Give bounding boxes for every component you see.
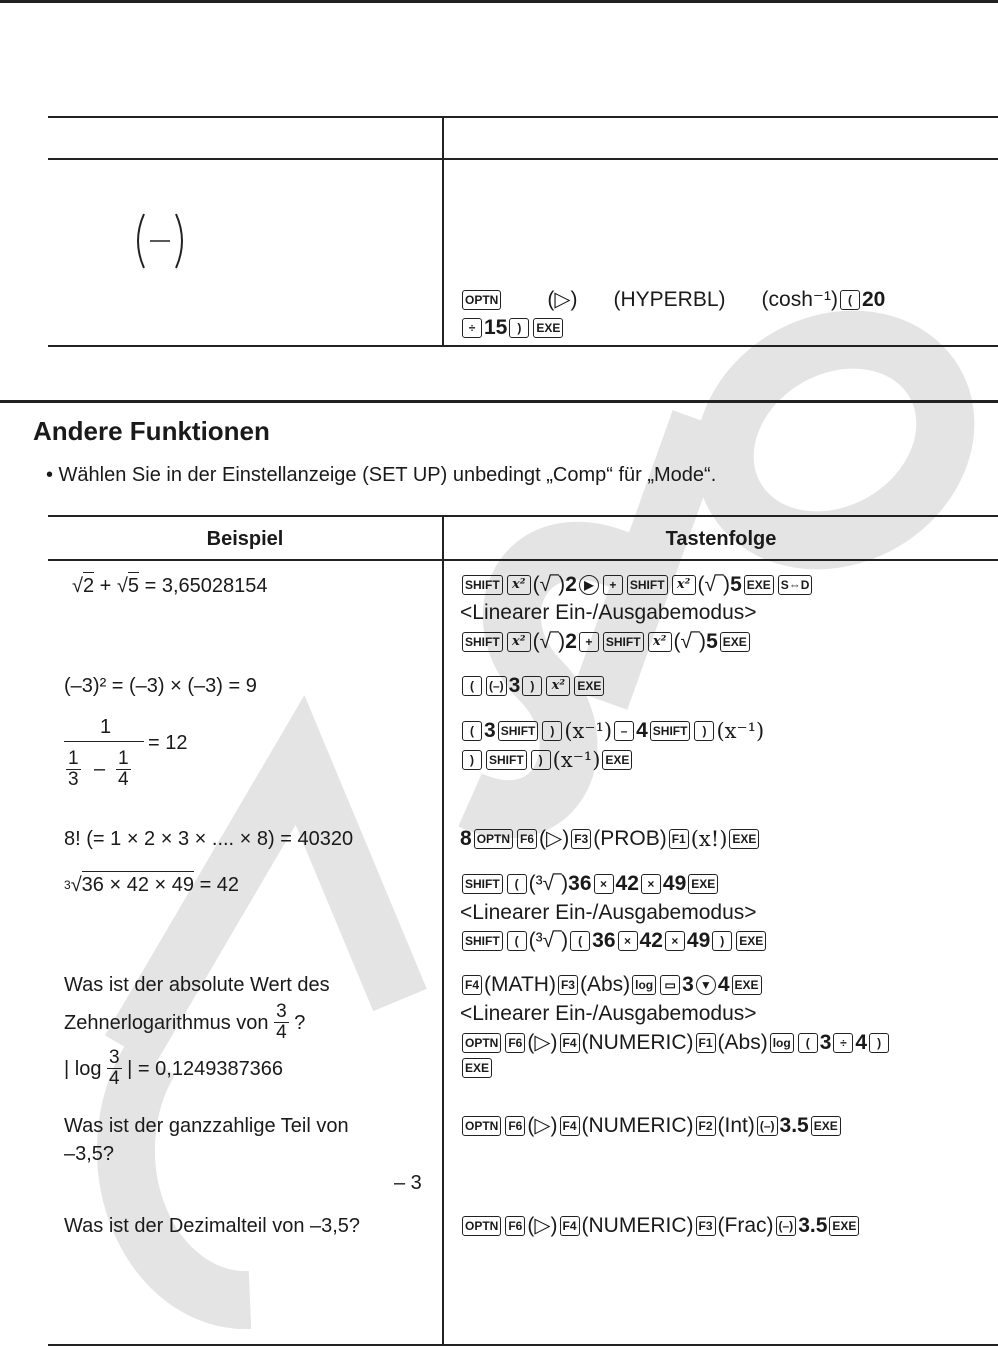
close-paren-key[interactable]: ): [522, 676, 542, 696]
keys-row3-line2: ) SHIFT ) (x⁻¹) EXE: [460, 747, 634, 773]
open-paren-key[interactable]: (: [507, 874, 527, 894]
section-title: Andere Funktionen: [33, 416, 270, 446]
close-paren-key[interactable]: ): [462, 750, 482, 770]
exe-key[interactable]: EXE: [732, 975, 762, 995]
close-paren-key[interactable]: ): [694, 721, 714, 741]
s-d-key[interactable]: S⇔D: [778, 575, 813, 595]
x-squared-key[interactable]: x²: [507, 632, 531, 652]
negative-key[interactable]: (–): [776, 1216, 797, 1236]
negative-key[interactable]: (–): [757, 1116, 778, 1136]
table-top-rule: [48, 515, 998, 517]
plus-key[interactable]: +: [579, 632, 599, 652]
f3-key[interactable]: F3: [571, 829, 591, 849]
question-int-1: Was ist der ganzzahlige Teil von: [64, 1115, 349, 1137]
keys-row1-line3: SHIFT x² (√‾) 2 + SHIFT x² (√‾) 5 EXE: [460, 629, 752, 655]
question-abs-2: Zehnerlogarithmus von $\frac{3}{4}$ ?: [64, 1001, 306, 1043]
right-arrow-key[interactable]: ▶: [579, 575, 599, 595]
top-table-rule-2: [48, 158, 998, 160]
cosh-inv-label: (cosh⁻¹): [761, 288, 838, 311]
top-table-rule-3: [48, 345, 998, 347]
f4-key[interactable]: F4: [560, 1033, 580, 1053]
answer-abs: | log $\frac{3}{4}$ | = 0,1249387366: [64, 1047, 284, 1089]
exe-key[interactable]: EXE: [736, 931, 766, 951]
table-header-rule: [48, 559, 998, 561]
example-neg-square: (–3)² = (–3) × (–3) = 9: [64, 675, 257, 697]
question-int-2: –3,5?: [64, 1143, 115, 1165]
divide-key[interactable]: ÷: [462, 318, 482, 338]
exe-key[interactable]: EXE: [462, 1058, 492, 1078]
exe-key[interactable]: EXE: [602, 750, 632, 770]
f4-key[interactable]: F4: [462, 975, 482, 995]
close-paren-key[interactable]: ): [542, 721, 562, 741]
question-abs-1: Was ist der absolute Wert des: [64, 974, 330, 996]
shift-key[interactable]: SHIFT: [462, 575, 503, 595]
f6-key[interactable]: F6: [505, 1116, 525, 1136]
shift-key[interactable]: SHIFT: [486, 750, 527, 770]
linear-mode-note-2: <Linearer Ein-/Ausgabemodus>: [460, 901, 757, 924]
open-paren-key[interactable]: (: [840, 290, 860, 310]
log-key[interactable]: log: [632, 975, 656, 995]
close-paren-key[interactable]: ): [531, 750, 551, 770]
optn-key[interactable]: OPTN: [462, 1033, 501, 1053]
open-paren-key[interactable]: (: [507, 931, 527, 951]
open-paren-key[interactable]: (: [570, 931, 590, 951]
shift-key[interactable]: SHIFT: [462, 931, 503, 951]
shift-key[interactable]: SHIFT: [498, 721, 539, 741]
linear-mode-note: <Linearer Ein-/Ausgabemodus>: [460, 601, 757, 624]
exe-key[interactable]: EXE: [811, 1116, 841, 1136]
times-key[interactable]: ×: [665, 931, 685, 951]
top-keys-line-1: [460, 287, 885, 313]
exe-key[interactable]: EXE: [720, 632, 750, 652]
keys-row2: ( (–) 3 ) x² EXE: [460, 673, 606, 699]
f3-key[interactable]: F3: [696, 1216, 716, 1236]
minus-key[interactable]: –: [614, 721, 634, 741]
question-frac: Was ist der Dezimalteil von –3,5?: [64, 1215, 361, 1237]
close-paren-key[interactable]: ): [869, 1033, 889, 1053]
times-key[interactable]: ×: [618, 931, 638, 951]
shift-key[interactable]: SHIFT: [603, 632, 644, 652]
optn-key[interactable]: OPTN: [462, 290, 501, 310]
negative-key[interactable]: (–): [486, 676, 507, 696]
close-paren-key[interactable]: ): [509, 318, 529, 338]
plus-key[interactable]: +: [603, 575, 623, 595]
x-squared-key[interactable]: x²: [546, 676, 570, 696]
keys-row8: OPTN F6 (▷) F4 (NUMERIC) F3 (Frac) (–) 3.5 EXE: [460, 1213, 861, 1239]
f1-key[interactable]: F1: [696, 1033, 716, 1053]
section-rule: [0, 400, 998, 403]
times-key[interactable]: ×: [594, 874, 614, 894]
optn-key[interactable]: OPTN: [474, 829, 513, 849]
x-squared-key[interactable]: x²: [507, 575, 531, 595]
example-cube-root: 3 √ 36 × 42 × 49 = 42: [64, 871, 239, 898]
optn-key[interactable]: OPTN: [462, 1216, 501, 1236]
shift-key[interactable]: SHIFT: [462, 874, 503, 894]
keys-row5-line1: SHIFT ( (³√‾) 36 × 42 × 49 EXE: [460, 871, 720, 897]
divide-key[interactable]: ÷: [833, 1033, 853, 1053]
f4-key[interactable]: F4: [560, 1216, 580, 1236]
example-factorial: 8! (= 1 × 2 × 3 × .... × 8) = 40320: [64, 828, 354, 850]
x-squared-key[interactable]: x²: [648, 632, 672, 652]
table-divider: [442, 515, 444, 1344]
f6-key[interactable]: F6: [505, 1033, 525, 1053]
fraction-key[interactable]: ▭: [660, 975, 680, 995]
keys-row5-line3: SHIFT ( (³√‾) ( 36 × 42 × 49 ) EXE: [460, 928, 768, 954]
exe-key[interactable]: EXE: [574, 676, 604, 696]
table-bottom-rule: [48, 1344, 998, 1346]
open-paren-key[interactable]: (: [462, 676, 482, 696]
paren-fraction-glyph: [130, 210, 190, 272]
close-paren-key[interactable]: ): [712, 931, 732, 951]
keys-row6-line4: [460, 1058, 494, 1078]
header-beispiel: Beispiel: [206, 528, 284, 550]
value-20: 20: [861, 288, 886, 311]
keys-row7: OPTN F6 (▷) F4 (NUMERIC) F2 (Int) (–) 3.5 EXE: [460, 1113, 843, 1139]
answer-int: – 3: [394, 1172, 422, 1194]
exe-key[interactable]: EXE: [729, 829, 759, 849]
keys-row1-line1: SHIFT x² (√‾) 2 ▶ + SHIFT x² (√‾) 5 EXE S⇔D: [460, 572, 814, 598]
value-15: 15: [484, 316, 508, 339]
f4-key[interactable]: F4: [560, 1116, 580, 1136]
section-bullet: • Wählen Sie in der Einstellanzeige (SET UP) unbedingt „Comp“ für „Mode“.: [46, 464, 717, 486]
exe-key[interactable]: EXE: [829, 1216, 859, 1236]
log-key[interactable]: log: [770, 1033, 794, 1053]
example-sqrt-sum: √ 2 + √ 5 = 3,65028154: [72, 572, 267, 599]
shift-key[interactable]: SHIFT: [462, 632, 503, 652]
exe-key[interactable]: EXE: [744, 575, 774, 595]
keys-row6-line1: F4 (MATH) F3 (Abs) log ▭ 3 ▼ 4 EXE: [460, 972, 764, 998]
f2-key[interactable]: F2: [696, 1116, 716, 1136]
open-paren-key[interactable]: (: [798, 1033, 818, 1053]
keys-row4: 8 OPTN F6 (▷) F3 (PROB) F1 (x!) EXE: [460, 826, 761, 852]
page-top-rule: [0, 0, 998, 3]
f6-key[interactable]: F6: [517, 829, 537, 849]
exe-key[interactable]: EXE: [533, 318, 563, 338]
keys-row3-line1: ( 3 SHIFT ) (x⁻¹) – 4 SHIFT ) (x⁻¹): [460, 718, 764, 744]
f6-key[interactable]: F6: [505, 1216, 525, 1236]
top-table-rule-1: [48, 116, 998, 118]
f3-key[interactable]: F3: [558, 975, 578, 995]
shift-key[interactable]: SHIFT: [650, 721, 691, 741]
times-key[interactable]: ×: [641, 874, 661, 894]
optn-key[interactable]: OPTN: [462, 1116, 501, 1136]
f1-key[interactable]: F1: [669, 829, 689, 849]
hyperbl-label: (HYPERBL): [613, 288, 726, 311]
shift-key[interactable]: SHIFT: [627, 575, 668, 595]
open-paren-key[interactable]: (: [462, 721, 482, 741]
linear-mode-note-3: <Linearer Ein-/Ausgabemodus>: [460, 1002, 757, 1025]
down-arrow-key[interactable]: ▼: [696, 975, 716, 995]
keys-row6-line3: OPTN F6 (▷) F4 (NUMERIC) F1 (Abs) log ( 3 ÷ 4 ): [460, 1030, 891, 1056]
x-squared-key[interactable]: x²: [672, 575, 696, 595]
top-keys-line-2: [460, 315, 565, 341]
header-tastenfolge: Tastenfolge: [665, 528, 777, 550]
exe-key[interactable]: EXE: [688, 874, 718, 894]
next-menu-label: (▷): [547, 288, 578, 311]
top-table-divider: [442, 116, 444, 345]
